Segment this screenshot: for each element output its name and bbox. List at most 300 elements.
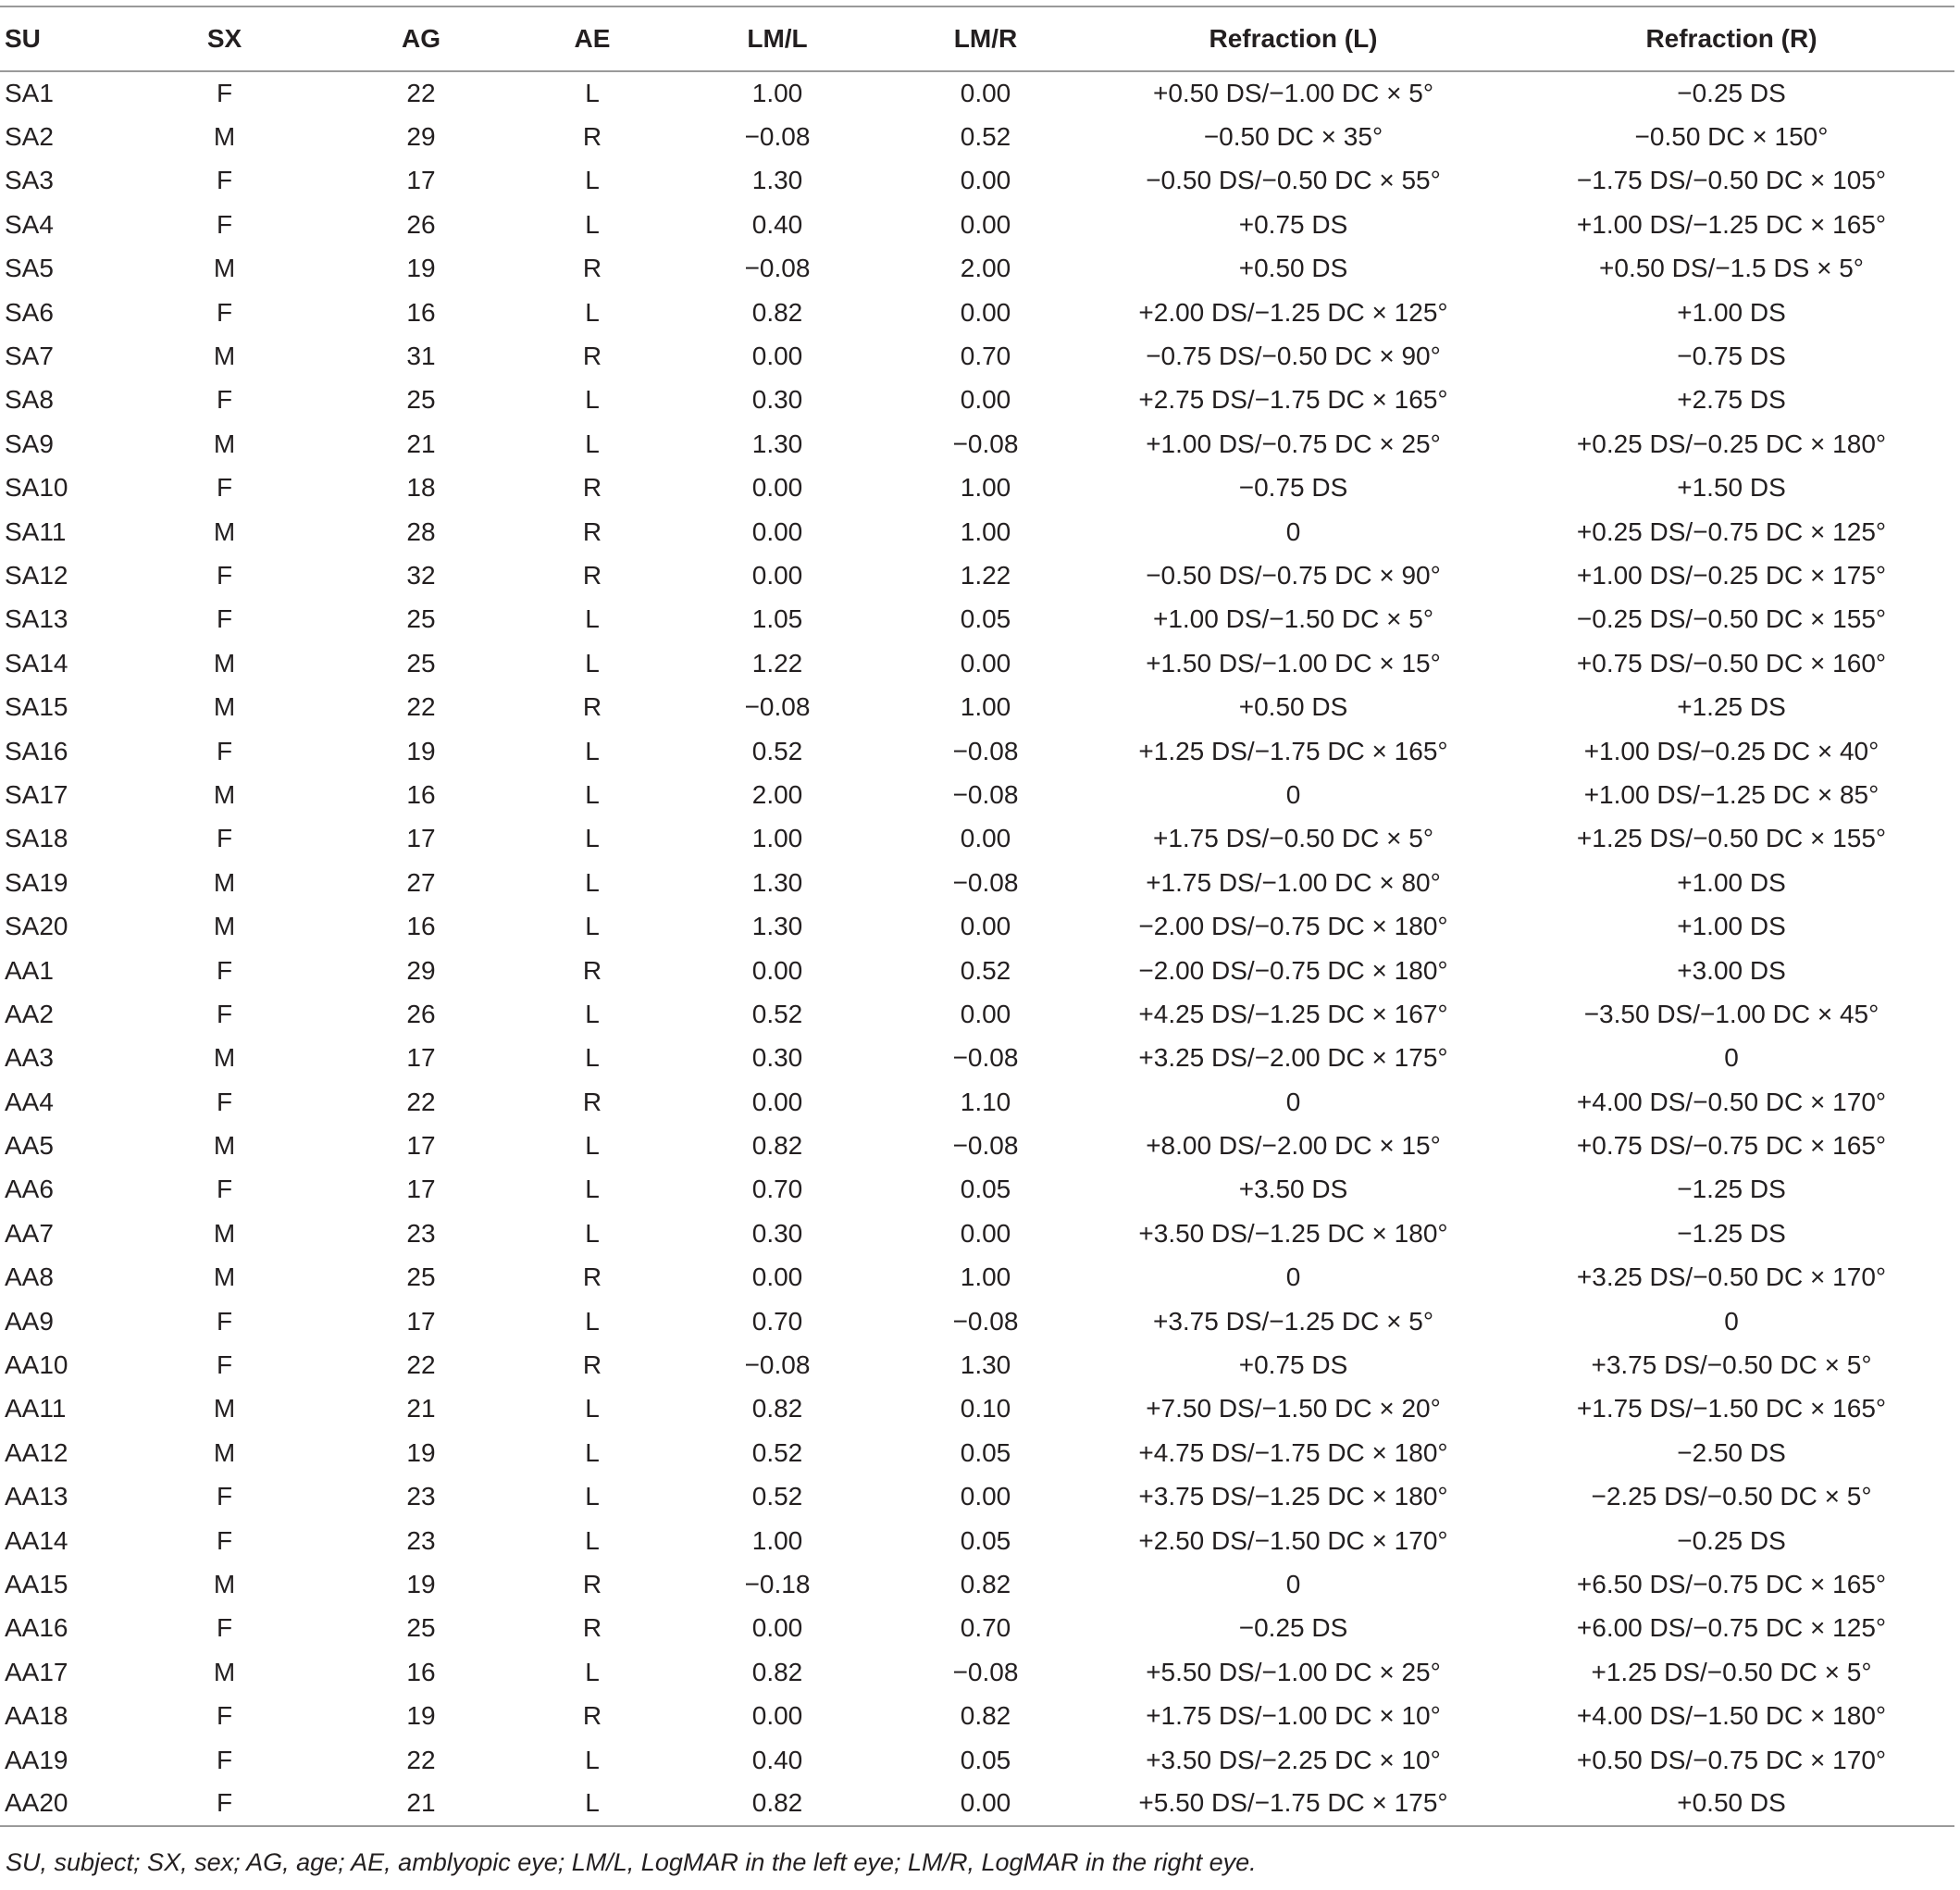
cell-sex: F <box>216 1087 233 1116</box>
cell-logmar-right: 0.52 <box>960 955 1011 985</box>
cell-age: 17 <box>406 166 436 195</box>
cell-refraction-right: −3.50 DS/−1.00 DC × 45° <box>1583 999 1879 1028</box>
table-row <box>0 422 1954 466</box>
table-row <box>0 159 1954 203</box>
cell-age: 25 <box>406 1613 436 1643</box>
cell-refraction-left: +3.50 DS <box>1238 1175 1348 1204</box>
cell-subject: SA10 <box>5 473 68 503</box>
cell-logmar-left: 0.82 <box>662 1782 893 1825</box>
cell-logmar-left: 0.30 <box>751 1043 803 1073</box>
cell-age: 16 <box>406 912 436 941</box>
cell-amblyopic-eye: L <box>585 604 600 634</box>
cell-amblyopic-eye: L <box>585 1745 600 1774</box>
cell-logmar-left: 0.00 <box>751 1613 803 1643</box>
table-row <box>0 729 1954 773</box>
cell-refraction-right: +0.75 DS/−0.75 DC × 165° <box>1576 1131 1887 1161</box>
column-header-lm-l: LM/L <box>662 6 893 71</box>
cell-refraction-right: +3.00 DS <box>1677 955 1786 985</box>
cell-age: 32 <box>406 560 436 590</box>
cell-subject: AA3 <box>5 1043 54 1073</box>
cell-logmar-right: 1.10 <box>960 1087 1011 1116</box>
cell-amblyopic-eye: L <box>585 912 600 941</box>
cell-amblyopic-eye: L <box>585 166 600 195</box>
cell-age: 19 <box>406 1437 436 1467</box>
cell-subject: SA18 <box>5 824 68 853</box>
cell-age: 19 <box>406 736 436 765</box>
cell-logmar-right: 0.00 <box>960 1482 1011 1511</box>
cell-subject: AA8 <box>5 1262 54 1292</box>
cell-refraction-left: +2.00 DS/−1.25 DC × 125° <box>1138 297 1448 327</box>
table-row <box>0 1650 1954 1694</box>
cell-refraction-left: +3.50 DS/−2.25 DC × 10° <box>1146 1745 1441 1774</box>
cell-refraction-left: −0.25 DS <box>1238 1613 1348 1643</box>
cell-logmar-left: 0.00 <box>751 473 803 503</box>
table-row <box>0 510 1954 553</box>
cell-amblyopic-eye: L <box>585 1394 600 1424</box>
cell-logmar-left: 0.40 <box>751 209 803 239</box>
cell-refraction-right: −2.25 DS/−0.50 DC × 5° <box>1591 1482 1872 1511</box>
cell-refraction-right: +1.00 DS <box>1677 867 1786 897</box>
cell-age: 22 <box>406 1087 436 1116</box>
cell-age: 17 <box>406 824 436 853</box>
cell-amblyopic-eye: L <box>585 999 600 1028</box>
table-row <box>0 203 1954 246</box>
cell-refraction-right: −0.25 DS <box>1677 1525 1786 1555</box>
header-row <box>0 6 1954 71</box>
cell-amblyopic-eye: L <box>523 1782 662 1825</box>
cell-logmar-right: 1.30 <box>960 1350 1011 1380</box>
cell-subject: AA14 <box>5 1525 68 1555</box>
cell-logmar-left: −0.08 <box>744 122 811 152</box>
cell-sex: F <box>216 560 233 590</box>
cell-sex: F <box>216 1175 233 1204</box>
cell-sex: F <box>216 297 233 327</box>
cell-logmar-right: 1.00 <box>960 692 1011 722</box>
cell-logmar-right: 0.00 <box>960 166 1011 195</box>
cell-subject: SA6 <box>5 297 54 327</box>
cell-refraction-left: −0.50 DS/−0.50 DC × 55° <box>1146 166 1441 195</box>
cell-refraction-right: +1.00 DS/−1.25 DC × 165° <box>1576 209 1887 239</box>
cell-logmar-left: 0.70 <box>751 1175 803 1204</box>
cell-logmar-left: 0.00 <box>751 1701 803 1731</box>
cell-refraction-right: +0.50 DS <box>1508 1782 1954 1825</box>
cell-amblyopic-eye: R <box>582 1262 602 1292</box>
cell-refraction-right: +1.00 DS/−0.25 DC × 175° <box>1576 560 1887 590</box>
cell-subject: SA7 <box>5 342 54 371</box>
cell-refraction-left: +3.75 DS/−1.25 DC × 180° <box>1138 1482 1448 1511</box>
cell-sex: M <box>213 342 236 371</box>
cell-age: 23 <box>406 1482 436 1511</box>
cell-age: 29 <box>406 122 436 152</box>
cell-subject: SA1 <box>5 79 54 108</box>
cell-subject: SA9 <box>5 429 54 458</box>
cell-amblyopic-eye: L <box>585 1306 600 1336</box>
cell-logmar-right: 0.00 <box>960 1218 1011 1248</box>
cell-amblyopic-eye: L <box>585 297 600 327</box>
cell-amblyopic-eye: R <box>582 1701 602 1731</box>
cell-amblyopic-eye: R <box>582 342 602 371</box>
cell-subject: SA4 <box>5 209 54 239</box>
column-header-ae: AE <box>523 6 662 71</box>
cell-refraction-right: +1.25 DS <box>1677 692 1786 722</box>
table-row <box>0 247 1954 291</box>
cell-refraction-left: +1.00 DS/−1.50 DC × 5° <box>1152 604 1434 634</box>
cell-logmar-left: 0.00 <box>751 1262 803 1292</box>
cell-age: 16 <box>406 779 436 809</box>
table-row <box>0 71 1954 115</box>
cell-logmar-right: −0.08 <box>952 1131 1019 1161</box>
cell-logmar-left: −0.18 <box>744 1569 811 1598</box>
cell-sex: F <box>216 999 233 1028</box>
table-row <box>0 1562 1954 1606</box>
cell-refraction-right: −1.25 DS <box>1677 1218 1786 1248</box>
cell-subject: AA1 <box>5 955 54 985</box>
cell-sex: F <box>216 166 233 195</box>
cell-logmar-left: 0.30 <box>751 385 803 415</box>
cell-subject: SA15 <box>5 692 68 722</box>
cell-refraction-left: +1.75 DS/−0.50 DC × 5° <box>1152 824 1434 853</box>
cell-sex: M <box>213 1657 236 1686</box>
cell-logmar-left: 1.00 <box>751 824 803 853</box>
cell-age: 27 <box>406 867 436 897</box>
cell-age: 18 <box>406 473 436 503</box>
cell-subject: SA3 <box>5 166 54 195</box>
table-row <box>0 1475 1954 1519</box>
cell-sex: M <box>213 1569 236 1598</box>
cell-logmar-left: 1.00 <box>751 79 803 108</box>
cell-refraction-right: −1.75 DS/−0.50 DC × 105° <box>1576 166 1887 195</box>
cell-logmar-left: 0.82 <box>751 1657 803 1686</box>
cell-age: 17 <box>406 1131 436 1161</box>
table-row <box>0 1343 1954 1386</box>
cell-sex: F <box>216 1745 233 1774</box>
cell-amblyopic-eye: L <box>585 1482 600 1511</box>
cell-subject: AA20 <box>0 1782 130 1825</box>
cell-amblyopic-eye: R <box>582 516 602 546</box>
cell-logmar-left: 1.30 <box>751 912 803 941</box>
cell-refraction-left: +1.50 DS/−1.00 DC × 15° <box>1146 648 1441 678</box>
table-footnote: SU, subject; SX, sex; AG, age; AE, amblyopic eye; LM/L, LogMAR in the left eye; LM/R, LogMAR in the right eye. <box>6 1848 1257 1876</box>
cell-refraction-left: +5.50 DS/−1.00 DC × 25° <box>1146 1657 1441 1686</box>
cell-subject: AA15 <box>5 1569 68 1598</box>
cell-refraction-right: +1.75 DS/−1.50 DC × 165° <box>1576 1394 1887 1424</box>
cell-refraction-right: −0.75 DS <box>1677 342 1786 371</box>
cell-refraction-right: 0 <box>1724 1043 1739 1073</box>
cell-logmar-left: 0.00 <box>751 955 803 985</box>
table-row <box>0 992 1954 1036</box>
table-row <box>0 641 1954 685</box>
cell-refraction-left: +0.50 DS <box>1238 692 1348 722</box>
cell-logmar-left: 1.30 <box>751 429 803 458</box>
cell-age: 21 <box>319 1782 523 1825</box>
table-row <box>0 1256 1954 1299</box>
table-row <box>0 1124 1954 1167</box>
cell-refraction-left: +3.50 DS/−1.25 DC × 180° <box>1138 1218 1448 1248</box>
cell-logmar-right: 0.00 <box>960 912 1011 941</box>
table-row <box>0 1387 1954 1431</box>
cell-subject: SA13 <box>5 604 68 634</box>
cell-age: 23 <box>406 1525 436 1555</box>
cell-amblyopic-eye: L <box>585 779 600 809</box>
cell-refraction-left: +1.75 DS/−1.00 DC × 10° <box>1146 1701 1441 1731</box>
column-header-refraction-l: Refraction (L) <box>1078 6 1508 71</box>
cell-logmar-right: −0.08 <box>952 1043 1019 1073</box>
cell-amblyopic-eye: R <box>582 1613 602 1643</box>
cell-sex: M <box>213 1131 236 1161</box>
cell-logmar-left: 0.00 <box>751 1087 803 1116</box>
cell-refraction-left: 0 <box>1285 516 1301 546</box>
table-row <box>0 1299 1954 1343</box>
table-row <box>0 1212 1954 1255</box>
cell-subject: SA20 <box>5 912 68 941</box>
cell-logmar-right: 0.00 <box>893 1782 1078 1825</box>
cell-amblyopic-eye: R <box>582 692 602 722</box>
cell-logmar-right: 0.70 <box>960 1613 1011 1643</box>
cell-logmar-right: 0.82 <box>960 1701 1011 1731</box>
cell-refraction-right: +3.25 DS/−0.50 DC × 170° <box>1576 1262 1887 1292</box>
cell-logmar-left: 0.82 <box>751 1131 803 1161</box>
cell-refraction-left: +4.75 DS/−1.75 DC × 180° <box>1138 1437 1448 1467</box>
cell-amblyopic-eye: R <box>582 254 602 283</box>
cell-refraction-left: +8.00 DS/−2.00 DC × 15° <box>1146 1131 1441 1161</box>
cell-logmar-right: 0.00 <box>960 79 1011 108</box>
cell-logmar-right: 1.00 <box>960 1262 1011 1292</box>
table-row <box>0 1782 1954 1825</box>
cell-age: 16 <box>406 1657 436 1686</box>
cell-amblyopic-eye: L <box>585 1525 600 1555</box>
cell-refraction-right: +1.00 DS <box>1677 297 1786 327</box>
cell-refraction-left: +3.25 DS/−2.00 DC × 175° <box>1138 1043 1448 1073</box>
cell-sex: F <box>216 736 233 765</box>
cell-refraction-left: +1.75 DS/−1.00 DC × 80° <box>1146 867 1441 897</box>
cell-subject: AA13 <box>5 1482 68 1511</box>
cell-refraction-left: +4.25 DS/−1.25 DC × 167° <box>1138 999 1448 1028</box>
cell-logmar-left: 0.52 <box>751 999 803 1028</box>
cell-refraction-right: +0.25 DS/−0.75 DC × 125° <box>1576 516 1887 546</box>
cell-logmar-left: 1.05 <box>751 604 803 634</box>
cell-refraction-left: 0 <box>1285 1569 1301 1598</box>
cell-logmar-right: 0.05 <box>960 1525 1011 1555</box>
cell-amblyopic-eye: R <box>582 955 602 985</box>
cell-refraction-left: +0.50 DS <box>1238 254 1348 283</box>
cell-refraction-left: −0.75 DS/−0.50 DC × 90° <box>1146 342 1441 371</box>
cell-subject: AA5 <box>5 1131 54 1161</box>
cell-refraction-left: −0.50 DS/−0.75 DC × 90° <box>1146 560 1441 590</box>
cell-logmar-right: 1.00 <box>960 473 1011 503</box>
column-header-sx: SX <box>130 6 319 71</box>
table-row <box>0 685 1954 728</box>
cell-refraction-right: +0.50 DS/−0.75 DC × 170° <box>1576 1745 1887 1774</box>
cell-subject: AA10 <box>5 1350 68 1380</box>
cell-refraction-right: +1.25 DS/−0.50 DC × 5° <box>1591 1657 1872 1686</box>
cell-logmar-left: 0.52 <box>751 736 803 765</box>
cell-amblyopic-eye: R <box>582 473 602 503</box>
cell-age: 22 <box>406 1745 436 1774</box>
cell-sex: F <box>216 955 233 985</box>
cell-refraction-left: −2.00 DS/−0.75 DC × 180° <box>1138 955 1448 985</box>
cell-amblyopic-eye: L <box>585 1657 600 1686</box>
cell-subject: SA8 <box>5 385 54 415</box>
cell-logmar-left: 0.00 <box>751 342 803 371</box>
cell-logmar-left: 0.70 <box>751 1306 803 1336</box>
table-body <box>0 71 1954 1826</box>
cell-refraction-right: +0.75 DS/−0.50 DC × 160° <box>1576 648 1887 678</box>
cell-amblyopic-eye: L <box>585 209 600 239</box>
cell-subject: SA16 <box>5 736 68 765</box>
table-row <box>0 1431 1954 1474</box>
cell-sex: M <box>213 516 236 546</box>
cell-age: 21 <box>406 1394 436 1424</box>
cell-refraction-right: +1.25 DS/−0.50 DC × 155° <box>1576 824 1887 853</box>
cell-subject: AA4 <box>5 1087 54 1116</box>
cell-logmar-right: 0.52 <box>960 122 1011 152</box>
cell-refraction-left: +3.75 DS/−1.25 DC × 5° <box>1152 1306 1434 1336</box>
cell-amblyopic-eye: L <box>585 1437 600 1467</box>
cell-sex: M <box>213 692 236 722</box>
cell-logmar-right: 0.10 <box>960 1394 1011 1424</box>
cell-age: 23 <box>406 1218 436 1248</box>
cell-amblyopic-eye: R <box>582 560 602 590</box>
cell-logmar-left: 1.30 <box>751 867 803 897</box>
cell-sex: M <box>213 912 236 941</box>
cell-logmar-left: 0.52 <box>751 1482 803 1511</box>
cell-amblyopic-eye: L <box>585 867 600 897</box>
cell-refraction-left: +5.50 DS/−1.75 DC × 175° <box>1078 1782 1508 1825</box>
cell-logmar-left: 0.82 <box>751 297 803 327</box>
cell-sex: F <box>216 824 233 853</box>
cell-sex: F <box>216 604 233 634</box>
cell-subject: AA7 <box>5 1218 54 1248</box>
cell-sex: M <box>213 648 236 678</box>
cell-sex: M <box>213 1262 236 1292</box>
table-row <box>0 861 1954 904</box>
cell-amblyopic-eye: R <box>582 122 602 152</box>
subject-table <box>0 6 1954 1827</box>
cell-logmar-right: −0.08 <box>952 1657 1019 1686</box>
cell-logmar-left: 0.40 <box>751 1745 803 1774</box>
cell-logmar-right: 1.00 <box>960 516 1011 546</box>
cell-subject: AA16 <box>5 1613 68 1643</box>
cell-amblyopic-eye: L <box>585 1043 600 1073</box>
cell-sex: F <box>216 1306 233 1336</box>
cell-amblyopic-eye: R <box>582 1569 602 1598</box>
cell-refraction-left: +1.00 DS/−0.75 DC × 25° <box>1146 429 1441 458</box>
cell-sex: F <box>216 1701 233 1731</box>
cell-logmar-right: −0.08 <box>952 1306 1019 1336</box>
table-row <box>0 1168 1954 1212</box>
cell-subject: AA9 <box>5 1306 54 1336</box>
cell-logmar-left: −0.08 <box>744 1350 811 1380</box>
cell-refraction-right: +6.50 DS/−0.75 DC × 165° <box>1576 1569 1887 1598</box>
table-row <box>0 466 1954 510</box>
cell-refraction-right: +1.00 DS <box>1677 912 1786 941</box>
cell-logmar-left: −0.08 <box>744 692 811 722</box>
table-row <box>0 1037 1954 1080</box>
cell-logmar-right: 0.05 <box>960 604 1011 634</box>
cell-logmar-right: 0.00 <box>960 297 1011 327</box>
cell-subject: AA6 <box>5 1175 54 1204</box>
cell-age: 22 <box>406 79 436 108</box>
table-row <box>0 379 1954 422</box>
cell-sex: F <box>216 1613 233 1643</box>
cell-subject: AA11 <box>5 1394 67 1424</box>
cell-logmar-right: 0.00 <box>960 385 1011 415</box>
cell-amblyopic-eye: L <box>585 79 600 108</box>
cell-subject: AA18 <box>5 1701 68 1731</box>
cell-age: 25 <box>406 1262 436 1292</box>
cell-refraction-right: +1.50 DS <box>1677 473 1786 503</box>
cell-refraction-left: +2.50 DS/−1.50 DC × 170° <box>1138 1525 1448 1555</box>
cell-logmar-left: 1.30 <box>751 166 803 195</box>
cell-age: 19 <box>406 1569 436 1598</box>
cell-sex: M <box>213 1394 236 1424</box>
table-row <box>0 1694 1954 1737</box>
cell-amblyopic-eye: L <box>585 1131 600 1161</box>
cell-logmar-right: 0.00 <box>960 999 1011 1028</box>
cell-refraction-right: −0.25 DS <box>1677 79 1786 108</box>
cell-sex: F <box>216 1482 233 1511</box>
table-row <box>0 115 1954 158</box>
table-row <box>0 949 1954 992</box>
cell-sex: F <box>216 1350 233 1380</box>
cell-sex: F <box>216 1525 233 1555</box>
cell-refraction-right: +6.00 DS/−0.75 DC × 125° <box>1576 1613 1887 1643</box>
table-row <box>0 773 1954 816</box>
column-header-ag: AG <box>319 6 523 71</box>
cell-refraction-right: +1.00 DS/−0.25 DC × 40° <box>1583 736 1879 765</box>
cell-logmar-left: −0.08 <box>744 254 811 283</box>
cell-logmar-left: 0.52 <box>751 1437 803 1467</box>
cell-amblyopic-eye: L <box>585 1218 600 1248</box>
cell-age: 17 <box>406 1306 436 1336</box>
cell-logmar-right: −0.08 <box>952 779 1019 809</box>
cell-refraction-right: 0 <box>1724 1306 1739 1336</box>
table-row <box>0 553 1954 597</box>
cell-subject: SA12 <box>5 560 68 590</box>
cell-age: 17 <box>406 1175 436 1204</box>
cell-logmar-right: −0.08 <box>952 867 1019 897</box>
cell-age: 16 <box>406 297 436 327</box>
cell-age: 17 <box>406 1043 436 1073</box>
table-row <box>0 817 1954 861</box>
cell-refraction-right: +1.00 DS/−1.25 DC × 85° <box>1583 779 1879 809</box>
cell-sex: M <box>213 779 236 809</box>
cell-logmar-right: −0.08 <box>952 736 1019 765</box>
cell-age: 19 <box>406 1701 436 1731</box>
cell-age: 28 <box>406 516 436 546</box>
cell-subject: SA17 <box>5 779 68 809</box>
cell-sex: F <box>216 79 233 108</box>
cell-refraction-right: +4.00 DS/−1.50 DC × 180° <box>1576 1701 1887 1731</box>
cell-amblyopic-eye: L <box>585 385 600 415</box>
cell-refraction-left: 0 <box>1285 1262 1301 1292</box>
cell-logmar-left: 1.22 <box>751 648 803 678</box>
cell-age: 26 <box>406 209 436 239</box>
table-row <box>0 334 1954 378</box>
cell-sex: F <box>216 473 233 503</box>
cell-amblyopic-eye: R <box>582 1087 602 1116</box>
cell-sex: M <box>213 429 236 458</box>
cell-sex: F <box>216 209 233 239</box>
cell-age: 19 <box>406 254 436 283</box>
cell-subject: SA11 <box>5 516 67 546</box>
cell-amblyopic-eye: L <box>585 648 600 678</box>
table-row <box>0 1519 1954 1562</box>
cell-sex: M <box>213 1218 236 1248</box>
table-header <box>0 6 1954 71</box>
column-header-refraction-r: Refraction (R) <box>1508 6 1954 71</box>
cell-refraction-left: +1.25 DS/−1.75 DC × 165° <box>1138 736 1448 765</box>
